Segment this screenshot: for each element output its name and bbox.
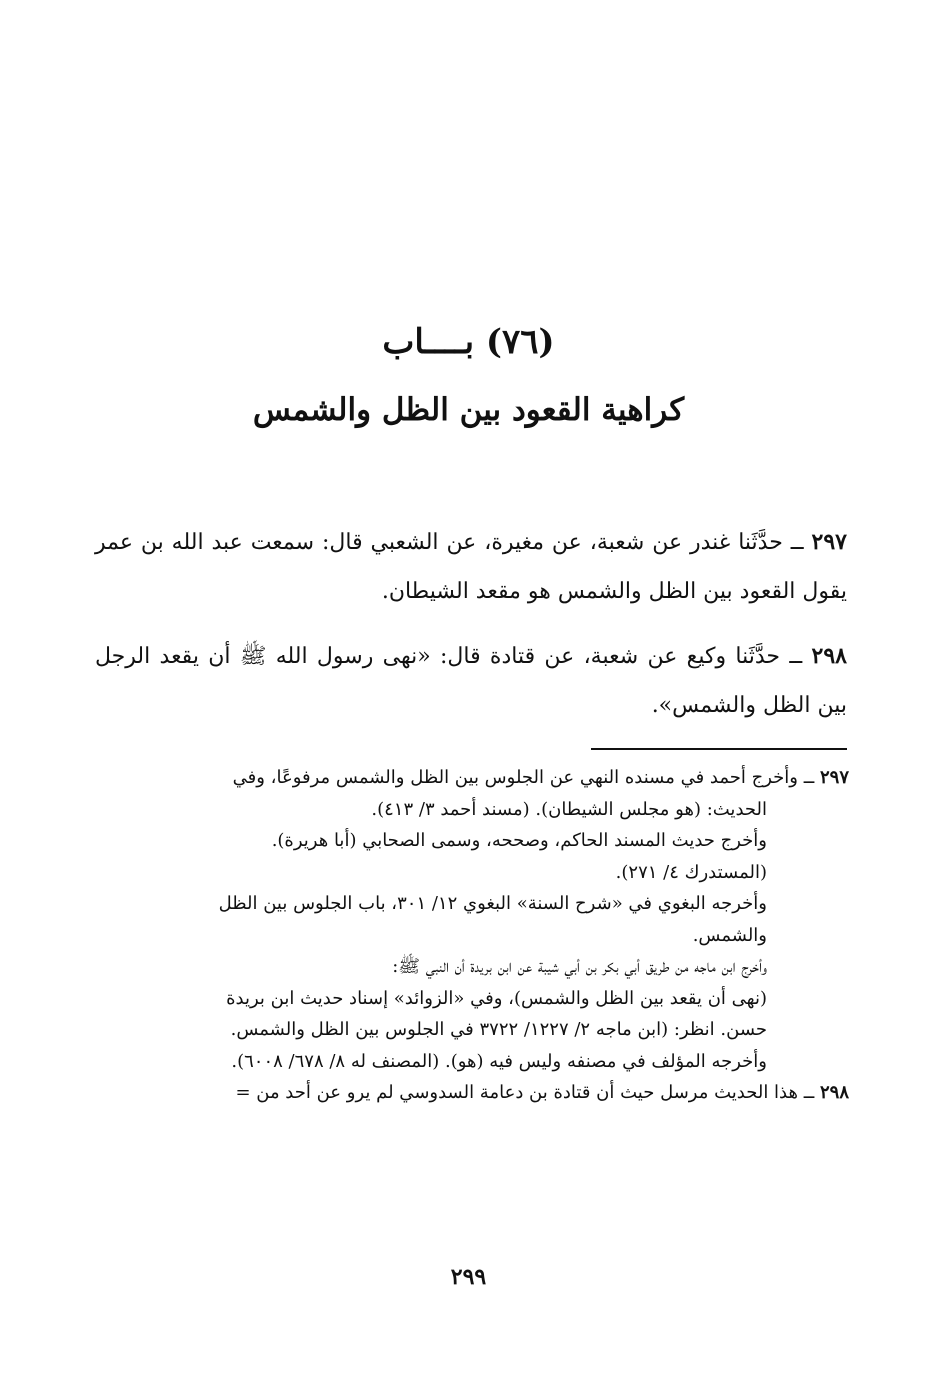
footnote-number: ٢٩٨ <box>819 1082 849 1103</box>
footnote-text: حسن. انظر: (ابن ماجه ٢/ ١٢٢٧/ ٣٧٢٢ في الجلوس بين الظل والشمس. <box>230 1019 767 1040</box>
footnote-text: وأخرجه المؤلف في مصنفه وليس فيه (هو). (المصنف له ٨/ ٦٧٨/ ٦٠٠٨). <box>231 1050 767 1072</box>
footnotes <box>97 762 849 1109</box>
footnote-text: هذا الحديث مرسل حيث أن قتادة بن دعامة السدوسي لم يرو عن أحد من = <box>235 1082 798 1103</box>
hadith-dash: ــ <box>782 530 812 555</box>
footnote-line <box>97 888 849 920</box>
footnote-text: وأخرج حديث المسند الحاكم، وصححه، وسمى الصحابي (أبا هريرة). <box>271 830 767 851</box>
hadith-298 <box>95 632 847 730</box>
footnote-line <box>97 794 849 826</box>
footnote-number: ٢٩٧ <box>819 767 849 788</box>
footnote-line <box>97 857 849 889</box>
hadith-text: حدَّثَنا وكيع عن شعبة، عن قتادة قال: «نهى رسول الله ﷺ أن يقعد الرجل بين الظل والشمس». <box>95 644 847 718</box>
footnote-text: الحديث: (هو مجلس الشيطان). (مسند أحمد ٣/ ٤١٣). <box>371 798 767 820</box>
hadith-text: حدَّثَنا غندر عن شعبة، عن مغيرة، عن الشعبي قال: سمعت عبد الله بن عمر يقول القعود بين الظل والشمس هو مقعد الشيطان. <box>95 530 847 604</box>
footnote-text: وأخرجه البغوي في «شرح السنة» البغوي ١٢/ ٣٠١، باب الجلوس بين الظل <box>218 893 767 914</box>
hadith-dash: ــ <box>780 644 812 669</box>
footnote-text: (المستدرك ٤/ ٢٧١). <box>615 861 767 883</box>
hadith-number: ٢٩٨ <box>811 643 847 669</box>
footnote-text: والشمس. <box>692 924 767 946</box>
footnote-line <box>97 762 849 794</box>
hadith-297 <box>95 518 847 616</box>
footnote-text: وأخرج أحمد في مسنده النهي عن الجلوس بين الظل والشمس مرفوعًا، وفي <box>232 767 798 788</box>
footnote-line <box>97 825 849 857</box>
footnote-dash: ــ <box>797 1082 820 1103</box>
chapter-heading: (٧٦) بــــاب <box>382 322 555 362</box>
footnote-line <box>97 983 849 1015</box>
footnote-line <box>97 951 849 983</box>
hadith-number: ٢٩٧ <box>811 529 847 555</box>
page-number: ٢٩٩ <box>450 1264 487 1290</box>
footnote-line <box>97 1014 849 1046</box>
footnote-line <box>97 1046 849 1078</box>
chapter-title: كراهية القعود بين الظل والشمس <box>252 392 685 428</box>
footnote-line <box>97 920 849 952</box>
footnote-dash: ــ <box>797 767 820 788</box>
footnote-separator <box>591 748 847 750</box>
footnote-line <box>97 1077 849 1109</box>
footnote-text: وأخرج ابن ماجه من طريق أبي بكر بن أبي شيبة عن ابن بريدة أن النبي ﷺ: <box>392 956 767 977</box>
footnote-text: (نهى أن يقعد بين الظل والشمس)، وفي «الزوائد» إسناد حديث ابن بريدة <box>226 987 767 1009</box>
